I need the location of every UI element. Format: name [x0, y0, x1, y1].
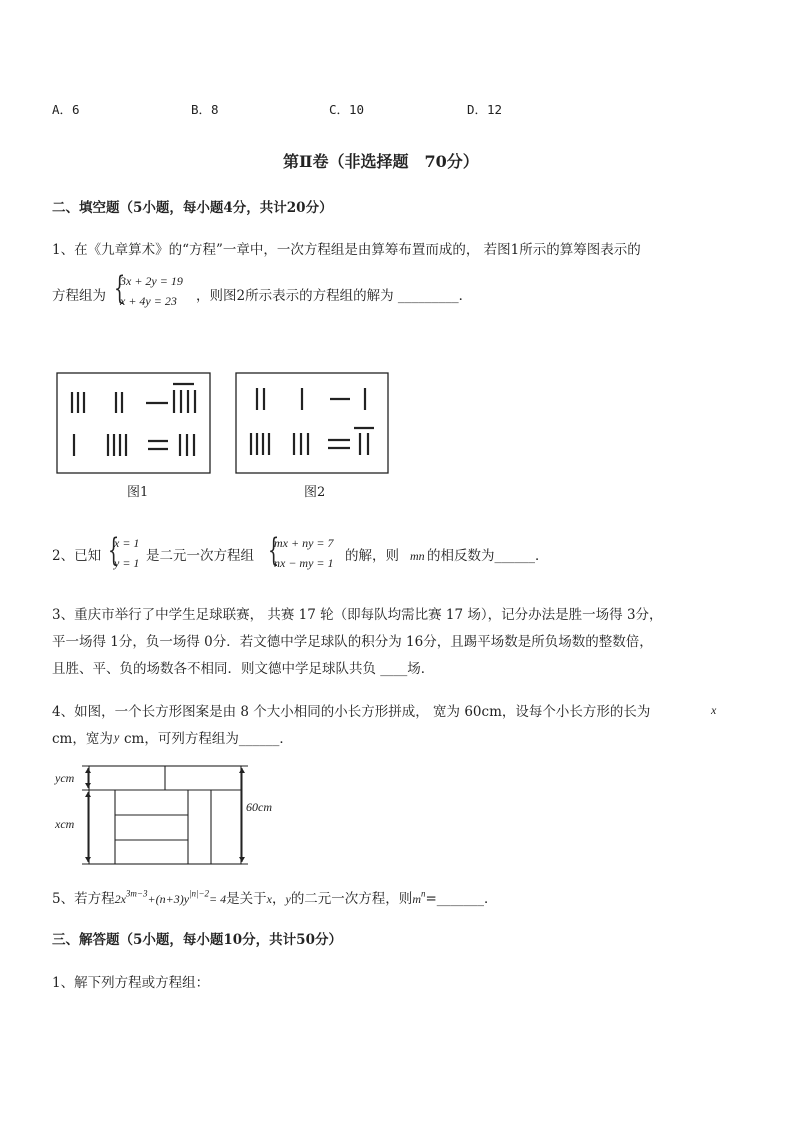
q5-eq-a: 2x: [114, 892, 126, 906]
q4-line1: 4、如图，一个长方形图案是由 8 个大小相同的小长方形拼成， 宽为 60cm，设每个小长方形的长为: [52, 704, 651, 720]
q5-line: [52, 888, 498, 910]
q2-after: 的解，则: [345, 548, 399, 564]
q5-vy: y: [285, 892, 291, 906]
figure1-caption: 图1: [127, 485, 149, 500]
q1-lead: 方程组为: [52, 288, 106, 304]
q1-tail: ，则图2所示表示的方程组的解为 _________．: [196, 288, 473, 304]
q5-tail: =_______．: [425, 891, 498, 907]
q3-line2: 平一场得 1分，负一场得 0分．若文德中学足球队的积分为 16分，且踢平场数是所负场数的整数倍，: [52, 634, 653, 650]
q1-eq2: x + 4y = 23: [120, 294, 177, 308]
q2-sys1-eq2: y = 1: [114, 556, 140, 570]
q2-solution-system: [108, 531, 148, 576]
q2-sys2-eq2: nx − my = 1: [274, 556, 334, 570]
choice-b: B．8: [191, 102, 219, 117]
part2-heading: 二、填空题（5小题，每小题4分，共计20分）: [52, 200, 333, 216]
q4-y-var: y: [114, 730, 120, 744]
q5-after: 的二元一次方程，则: [290, 891, 413, 907]
q2-sys2-eq1: mx + ny = 7: [274, 536, 334, 550]
q5-n: n: [420, 888, 426, 899]
q2-lead: 2、已知: [52, 548, 102, 564]
figure1-frame: [57, 373, 210, 473]
counting-rod-figures: [56, 372, 396, 476]
brace-icon: {: [114, 269, 126, 307]
q5-comma: ，: [271, 891, 286, 907]
part3-q1: 1、解下列方程或方程组：: [52, 975, 210, 991]
q1-eq1: 3x + 2y = 19: [120, 274, 183, 288]
q5-eq-b: +(n+3)y: [147, 892, 190, 906]
q5-exp2: |n|−2: [189, 888, 210, 899]
q5-exp1: 3m−3: [125, 888, 148, 899]
q5-vx: x: [266, 892, 272, 906]
figure2-caption: 图2: [304, 485, 326, 500]
q5-mid: 是关于: [226, 891, 267, 907]
choice-c: C．10: [329, 102, 365, 117]
part3-heading: 三、解答题（5小题，每小题10分，共计50分）: [52, 932, 342, 948]
section-title: 第Ⅱ卷（非选择题 70分）: [283, 152, 479, 171]
q5-lead: 5、若方程: [52, 891, 115, 907]
brace-icon: {: [108, 531, 120, 569]
q2-var: mn: [410, 549, 425, 563]
q5-m: m: [412, 892, 421, 906]
choice-a: A．6: [52, 102, 80, 117]
choice-d: D．12: [467, 102, 503, 117]
q2-tail: 的相反数为______．: [427, 548, 549, 564]
q2-sys1-eq1: x = 1: [114, 536, 140, 550]
label-60cm: 60cm: [246, 800, 272, 814]
q1-line1: 1、在《九章算术》的“方程”一章中，一次方程组是由算筹布置而成的， 若图1所示的算筹图表示的: [52, 242, 641, 258]
q2-equation-system: [268, 531, 348, 576]
q4-x-var: x: [711, 703, 717, 717]
brace-icon: {: [268, 531, 280, 569]
q2-mid: 是二元一次方程组: [146, 548, 254, 564]
figure2-rods: [251, 388, 374, 455]
q3-line3: 且胜、平、负的场数各不相同．则文德中学足球队共负 ____场．: [52, 661, 435, 677]
q4-line2-a: cm，宽为: [52, 731, 113, 747]
label-ycm: ycm: [55, 771, 75, 785]
q4-line2-b: cm，可列方程组为______．: [124, 731, 293, 747]
label-xcm: xcm: [55, 817, 75, 831]
q3-line1: 3、重庆市举行了中学生足球联赛， 共赛 17 轮（即每队均需比赛 17 场），记分办法是胜一场得 3分，: [52, 607, 663, 623]
q1-equation-system: [114, 269, 204, 314]
figure1-rods: [72, 384, 195, 456]
q5-eq-c: = 4: [209, 892, 227, 906]
